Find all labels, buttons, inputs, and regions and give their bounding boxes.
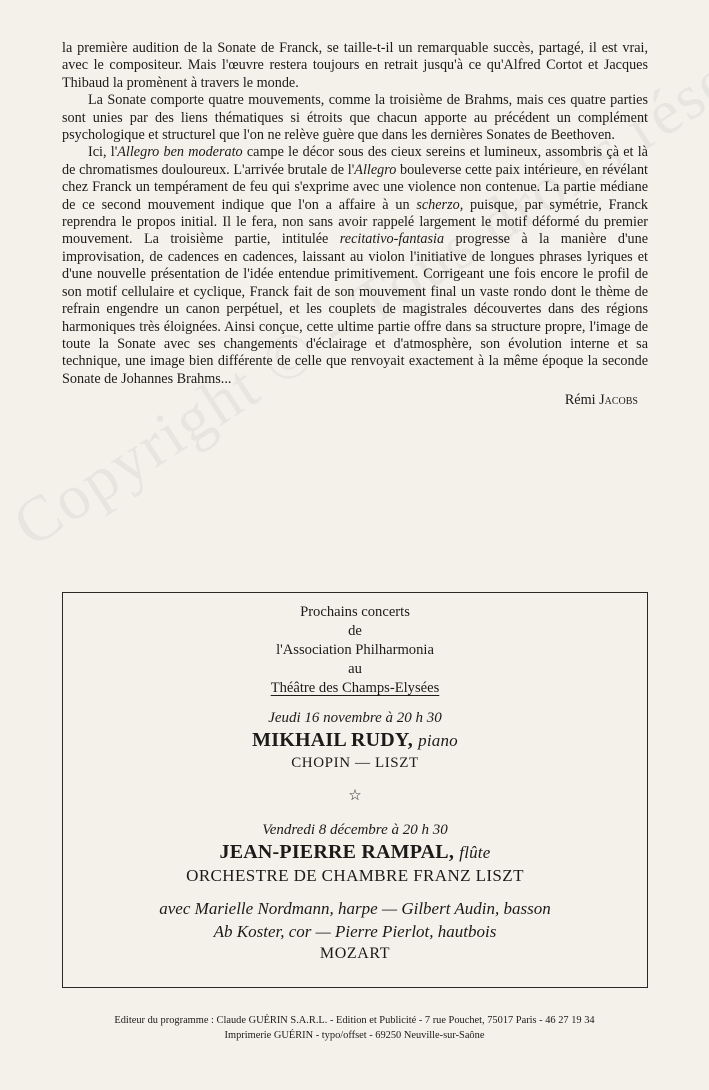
publisher-line: Editeur du programme : Claude GUÉRIN S.A.R.L. - Edition et Publicité - 7 rue Pouchet, 75017 Paris - 46 27 19 34 [114,1015,595,1026]
concert-program: MOZART [319,945,391,962]
artist-instrument: piano [418,731,458,750]
publisher-footer [0,1013,709,1043]
essay-text [62,40,648,410]
concert-artist: MIKHAIL RUDY, piano [252,729,458,751]
author-signature: Rémi Jacobs [564,392,638,409]
upcoming-concerts-box [62,592,648,988]
essay-paragraph-3: Ici, l'Allegro ben moderato campe le décor sous des cieux sereins et lumineux, assombris çà et là de chromatismes douloureux. L'arrivée brutale de l'Allegro bouleverse cette paix intérieure, en révélant chez Franck un tempérament de feu qui s'exprime avec une violence non contenue. La partie médiane de ce second mouvement indique que l'on a affaire à un scherzo, puisque, par symétrie, Franck reprendra le propos initial. Il le fera, non sans avoir rappelé largement le motif déformé du premier mouvement. La troisième partie, intitulée recitativo-fantasia progresse à la manière d'une improvisation, de cadences en cadences, laissant au violon l'initiative de longues phrases lyriques et d'une nouvelle présentation de l'idée entendue primitivement. Corrigeant une fois encore le profil de son motif cellulaire et cyclique, Franck fait de son mouvement final un vaste rondo dont le thème de refrain engendre un canon perpétuel, et les couplets de magistrales découvertes dans des régions harmoniques très éloignées. Ainsi conçue, cette ultime partie offre dans sa structure propre, l'image de toute la Sonate avec ses changements d'éclairage et d'atmosphère, son évolution interne et sa technique, une image bien différente de celle que renvoyait exactement à la même époque la seconde Sonate de Johannes Brahms... [62,144,649,387]
box-heading: de [348,623,362,639]
star-separator: ☆ [348,788,362,804]
concert-program: CHOPIN — LISZT [291,755,419,771]
venue-name: Théâtre des Champs-Elysées [270,680,440,696]
tempo-marking: recitativo-fantasia [339,231,445,248]
concert-date: Jeudi 16 novembre à 20 h 30 [268,710,442,726]
essay-paragraph-2: La Sonate comporte quatre mouvements, comme la troisième de Brahms, mais ces quatre parties sont unies par des liens thématiques si étroits que chacun apporte au précédent un complément psychologique et structurel que l'on ne relève guère que dans les dernières Sonates de Beethoven. [62,92,648,144]
essay-paragraph-1: la première audition de la Sonate de Franck, se taille-t-il un remarquable succès, partagé, il est vrai, avec le compositeur. Mais l'œuvre restera toujours en retrait jusqu'à ce qu'Alfred Cortot et Jacques Thibaud la promènent à travers le monde. [62,40,648,91]
concert-date: Vendredi 8 décembre à 20 h 30 [262,822,448,838]
tempo-marking: scherzo, [416,196,464,213]
tempo-marking: Allegro [354,161,397,178]
guest-performers: Ab Koster, cor — Pierre Pierlot, hautbois [213,922,497,941]
box-heading: Prochains concerts [300,604,410,620]
printer-line: Imprimerie GUÉRIN - typo/offset - 69250 Neuville-sur-Saône [224,1030,485,1041]
guest-performers: avec Marielle Nordmann, harpe — Gilbert Audin, basson [159,899,551,918]
tempo-marking: Allegro ben moderato [117,144,243,161]
box-heading: l'Association Philharmonia [276,642,434,658]
box-heading: au [348,661,362,677]
concert-artist: JEAN-PIERRE RAMPAL, flûte [219,841,491,863]
artist-instrument: flûte [459,843,491,862]
concert-orchestra: ORCHESTRE DE CHAMBRE FRANZ LISZT [186,866,524,885]
